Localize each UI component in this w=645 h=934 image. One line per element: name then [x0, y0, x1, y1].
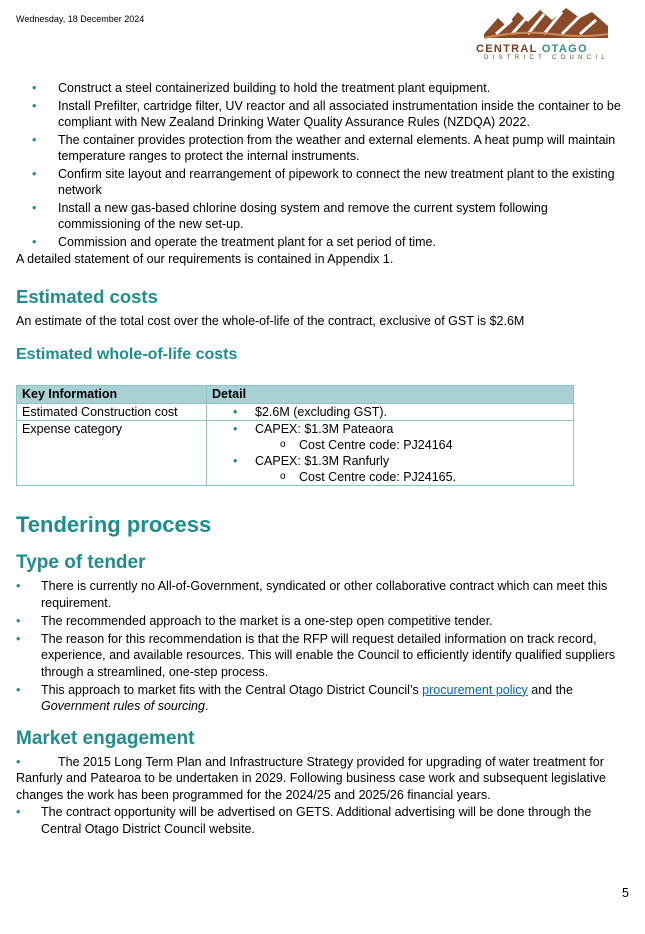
list-item: • Install a new gas-based chlorine dosing system and remove the current system following commissioning of the new set-up. — [16, 200, 628, 233]
list-item — [16, 682, 628, 715]
table-cell: Estimated Construction cost — [17, 404, 207, 421]
text-span: and the — [527, 682, 573, 697]
logo-text: CENTRAL OTAGO — [476, 43, 588, 55]
list-item: • Confirm site layout and rearrangement of pipework to connect the new treatment plant to the existing network — [16, 166, 628, 199]
header-date: Wednesday, 18 December 2024 — [16, 14, 145, 24]
procurement-policy-link[interactable]: procurement policy — [422, 682, 528, 697]
list-item: • CAPEX: $1.3M Ranfurly — [212, 453, 573, 469]
text-span: . — [204, 699, 209, 713]
list-item: • $2.6M (excluding GST). — [212, 404, 573, 420]
scope-list — [16, 80, 628, 250]
list-item: • Commission and operate the treatment plant for a set period of time. — [16, 234, 628, 251]
sub-list-item: o Cost Centre code: PJ24165. — [212, 469, 573, 485]
list-item: • Construct a steel containerized building to hold the treatment plant equipment. — [16, 80, 628, 97]
list-item: • The recommended approach to the market is a one-step open competitive tender. — [16, 613, 628, 630]
list-item: • There is currently no All-of-Government, syndicated or other collaborative contract which can meet this requirement. — [16, 578, 628, 611]
table-cell — [207, 404, 574, 421]
list-item: • Install Prefilter, cartridge filter, UV reactor and all associated instrumentation inside the container to be compliant with New Zealand Drinking Water Quality Assurance Rules (NZDQA) 2022. — [16, 98, 628, 131]
column-header: Detail — [207, 386, 574, 404]
list-item: • The reason for this recommendation is that the RFP will request detailed information on track record, experience, and available resources. This will enable the Council to efficiently identify qualified suppliers through a streamlined, one-step process. — [16, 631, 628, 681]
list-item: • The contract opportunity will be advertised on GETS. Additional advertising will be done through the Central Otago District Council website. — [16, 804, 628, 837]
whole-of-life-heading: Estimated whole-of-life costs — [16, 346, 238, 363]
appendix-note: A detailed statement of our requirements is contained in Appendix 1. — [16, 252, 394, 266]
type-of-tender-heading: Type of tender — [16, 552, 146, 573]
column-header: Key Information — [17, 386, 207, 404]
text-span: This approach to market fits with the Central Otago District Council’s — [41, 682, 423, 697]
logo-subtext: DISTRICT COUNCIL — [484, 55, 610, 61]
list-item: • The container provides protection from the weather and external elements. A heat pump will maintain temperature ranges to protect the internal instruments. — [16, 132, 628, 165]
tender-list — [16, 578, 628, 715]
estimated-costs-heading: Estimated costs — [16, 285, 158, 307]
market-paragraph: • The 2015 Long Term Plan and Infrastructure Strategy provided for upgrading of water treatment for Ranfurly and Patearoa to be undertaken in 2029. Following business case work and subsequent legislative changes the work has been programmed for the 2024/25 and 2025/26 financial years. — [16, 754, 628, 804]
market-engagement-heading: Market engagement — [16, 727, 195, 749]
text-span: Government rules of sourcing — [41, 699, 205, 713]
page-body — [16, 80, 628, 839]
table-cell — [207, 421, 574, 486]
council-logo — [470, 4, 632, 64]
tendering-heading: Tendering process — [16, 512, 212, 537]
page-number: 5 — [622, 886, 629, 900]
table-header-row — [17, 386, 574, 404]
table-row — [17, 421, 574, 486]
list-item: • CAPEX: $1.3M Pateaora — [212, 421, 573, 437]
table-cell: Expense category — [17, 421, 207, 486]
mountains-icon — [482, 4, 612, 42]
table-row — [17, 404, 574, 421]
sub-list-item: o Cost Centre code: PJ24164 — [212, 437, 573, 453]
estimated-costs-text: An estimate of the total cost over the whole-of-life of the contract, exclusive of GST is $2.6M — [16, 313, 525, 328]
market-list — [16, 804, 628, 837]
costs-table — [16, 385, 574, 486]
